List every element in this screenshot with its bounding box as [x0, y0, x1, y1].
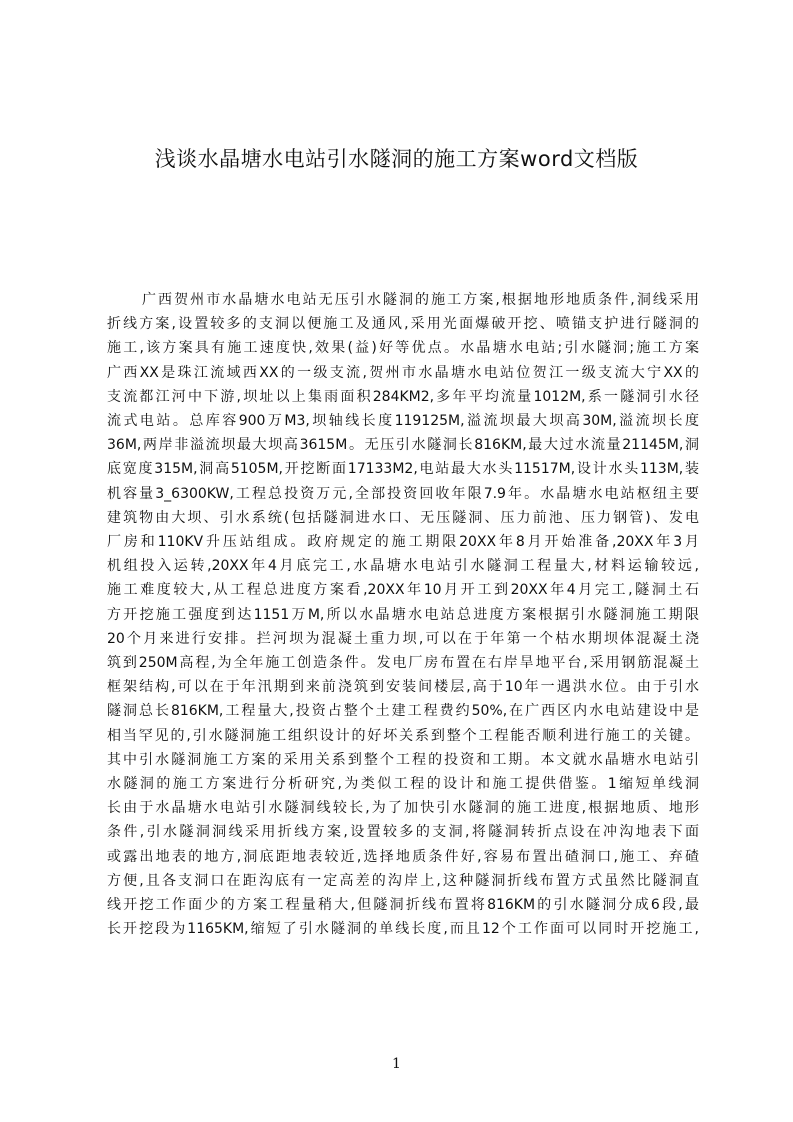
paragraph-line: 或露出地表的地方,洞底距地表较近,选择地质条件好,容易布置出碴洞口,施工、弃碴: [107, 848, 699, 865]
paragraph-line: 广西XX是珠江流域西XX的一级支流,贺州市水晶塘水电站位贺江一级支流大宁XX的: [107, 364, 699, 381]
paragraph-line: 长开挖段为1165KM,缩短了引水隧洞的单线长度,而且12个工作面可以同时开挖施工,: [107, 921, 699, 938]
paragraph-line: 相当罕见的,引水隧洞施工组织设计的好坏关系到整个工程能否顺利进行施工的关键。: [107, 727, 699, 744]
paragraph-line: 方开挖施工强度到达1151万M,所以水晶塘水电站总进度方案根据引水隧洞施工期限: [107, 606, 699, 623]
paragraph-line: 水隧洞的施工方案进行分析研究,为类似工程的设计和施工提供借鉴。1缩短单线洞: [107, 776, 699, 792]
paragraph-line: 线开挖工作面少的方案工程量稍大,但隧洞折线布置将816KM的引水隧洞分成6段,最: [107, 897, 699, 913]
paragraph-line: 36M,两岸非溢流坝最大坝高3615M。无压引水隧洞长816KM,最大过水流量21145M,洞: [107, 437, 699, 454]
paragraph-line: 隧洞总长816KM,工程量大,投资占整个土建工程费约50%,在广西区内水电站建设中是: [107, 703, 699, 720]
paragraph-line: 筑到250M高程,为全年施工创造条件。发电厂房布置在右岸旱地平台,采用钢筋混凝土: [107, 655, 699, 671]
paragraph-line: 施工,该方案具有施工速度快,效果(益)好等优点。水晶塘水电站;引水隧洞;施工方案: [107, 340, 699, 357]
paragraph-line: 长由于水晶塘水电站引水隧洞线较长,为了加快引水隧洞的施工进度,根据地质、地形: [107, 800, 699, 817]
paragraph-line: 20个月来进行安排。拦河坝为混凝土重力坝,可以在于年第一个枯水期坝体混凝土浇: [107, 630, 699, 647]
paragraph-line: 机容量3_6300KW,工程总投资万元,全部投资回收年限7.9年。水晶塘水电站枢纽主要: [107, 485, 699, 502]
paragraph-line: 建筑物由大坝、引水系统(包括隧洞进水口、无压隧洞、压力前池、压力钢管)、发电: [107, 509, 699, 526]
paragraph-line: 厂房和110KV升压站组成。政府规定的施工期限20XX年8月开始准备,20XX年3月: [107, 534, 699, 550]
document-title: 浅谈水晶塘水电站引水隧洞的施工方案word文档版: [154, 147, 639, 171]
paragraph-line: 流式电站。总库容900万M3,坝轴线长度119125M,溢流坝最大坝高30M,溢流坝长度: [107, 413, 699, 429]
paragraph-line: 其中引水隧洞施工方案的采用关系到整个工程的投资和工期。本文就水晶塘水电站引: [107, 751, 699, 768]
page-number: 1: [392, 1056, 401, 1072]
paragraph-line: 底宽度315M,洞高5105M,开挖断面17133M2,电站最大水头11517M,设计水头113M,装: [107, 461, 699, 478]
paragraph-line: 支流都江河中下游,坝址以上集雨面积284KM2,多年平均流量1012M,系一隧洞引水径: [107, 388, 699, 405]
paragraph-line: 框架结构,可以在于年汛期到来前浇筑到安装间楼层,高于10年一遇洪水位。由于引水: [107, 679, 699, 696]
paragraph-line: 方便,且各支洞口在距沟底有一定高差的沟岸上,这种隧洞折线布置方式虽然比隧洞直: [107, 872, 699, 889]
paragraph-line: 折线方案,设置较多的支洞以便施工及通风,采用光面爆破开挖、喷锚支护进行隧洞的: [107, 316, 699, 333]
paragraph-line: 条件,引水隧洞洞线采用折线方案,设置较多的支洞,将隧洞转折点设在冲沟地表下面: [107, 824, 699, 841]
paragraph-line: 机组投入运转,20XX年4月底完工,水晶塘水电站引水隧洞工程量大,材料运输较远,: [107, 558, 699, 575]
paragraph-line: 施工难度较大,从工程总进度方案看,20XX年10月开工到20XX年4月完工,隧洞土石: [107, 582, 699, 599]
paragraph-line: 广西贺州市水晶塘水电站无压引水隧洞的施工方案,根据地形地质条件,洞线采用: [142, 292, 699, 308]
